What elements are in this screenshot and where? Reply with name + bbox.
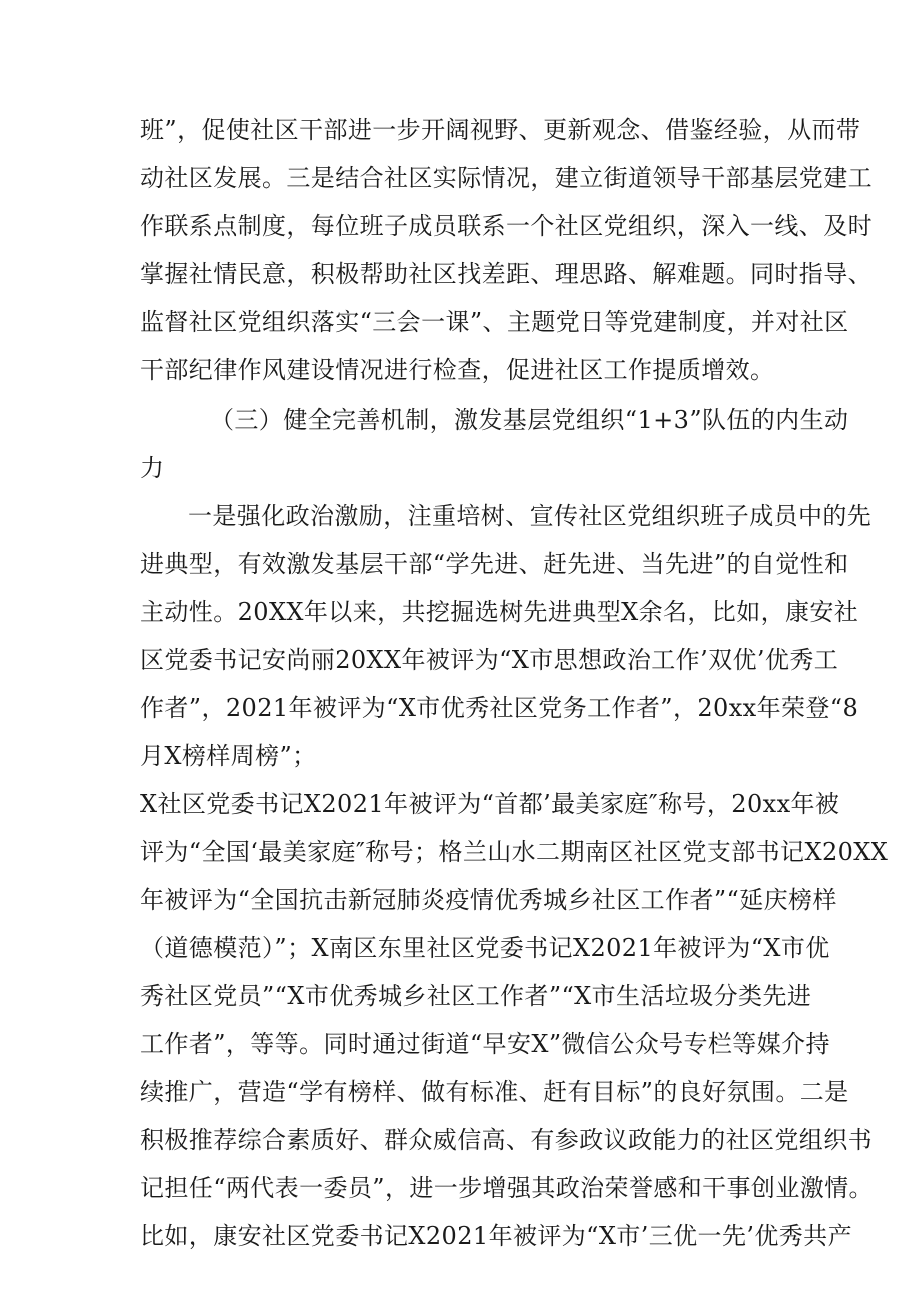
text-line: 动社区发展。三是结合社区实际情况，建立街道领导干部基层党建工 (140, 164, 872, 192)
text-line: 主动性。20XX年以来，共挖掘选树先进典型X余名，比如，康安社 (140, 598, 859, 626)
text-line: 干部纪律作风建设情况进行检查，促进社区工作提质增效。 (140, 356, 775, 384)
text-line: 一是强化政治激励，注重培树、宣传社区党组织班子成员中的先 (188, 502, 872, 530)
text-line: 比如，康安社区党委书记X2021年被评为“X市’三优一先’优秀共产 (140, 1222, 852, 1250)
text-line: 积极推荐综合素质好、群众威信高、有参政议政能力的社区党组织书 (140, 1126, 872, 1154)
section-heading-continuation: 力 (140, 454, 165, 482)
text-line: 作联系点制度，每位班子成员联系一个社区党组织，深入一线、及时 (140, 212, 872, 240)
text-line: 评为“全国‘最美家庭″称号；格兰山水二期南区社区党支部书记X20XX (140, 838, 889, 866)
text-line: （道德模范）”；X南区东里社区党委书记X2021年被评为“X市优 (140, 934, 830, 962)
text-line: 续推广，营造“学有榜样、做有标准、赶有目标”的良好氛围。二是 (140, 1078, 849, 1106)
text-line: 班”，促使社区干部进一步开阔视野、更新观念、借鉴经验，从而带 (140, 116, 861, 144)
text-line: 记担任“两代表一委员”，进一步增强其政治荣誉感和干事创业激情。 (140, 1174, 873, 1202)
section-heading: （三）健全完善机制，激发基层党组织“1+3”队伍的内生动 (210, 406, 849, 434)
text-line: 监督社区党组织落实“三会一课”、主题党日等党建制度，并对社区 (140, 308, 849, 336)
text-line: 进典型，有效激发基层干部“学先进、赶先进、当先进”的自觉性和 (140, 550, 849, 578)
text-line: 掌握社情民意，积极帮助社区找差距、理思路、解难题。同时指导、 (140, 260, 872, 288)
text-line: 秀社区党员”“X市优秀城乡社区工作者”“X市生活垃圾分类先进 (140, 982, 812, 1010)
text-line: X社区党委书记X2021年被评为“首都’最美家庭″称号，20xx年被 (140, 790, 840, 818)
text-line: 月X榜样周榜”； (140, 742, 317, 770)
text-line: 工作者”，等等。同时通过街道“早安X”微信公众号专栏等媒介持 (140, 1030, 830, 1058)
text-line: 区党委书记安尚丽20XX年被评为“X市思想政治工作’双优’优秀工 (140, 646, 839, 674)
text-line: 年被评为“全国抗击新冠肺炎疫情优秀城乡社区工作者”“延庆榜样 (140, 886, 837, 914)
text-line: 作者”，2021年被评为“X市优秀社区党务工作者”，20xx年荣登“8 (140, 694, 859, 722)
